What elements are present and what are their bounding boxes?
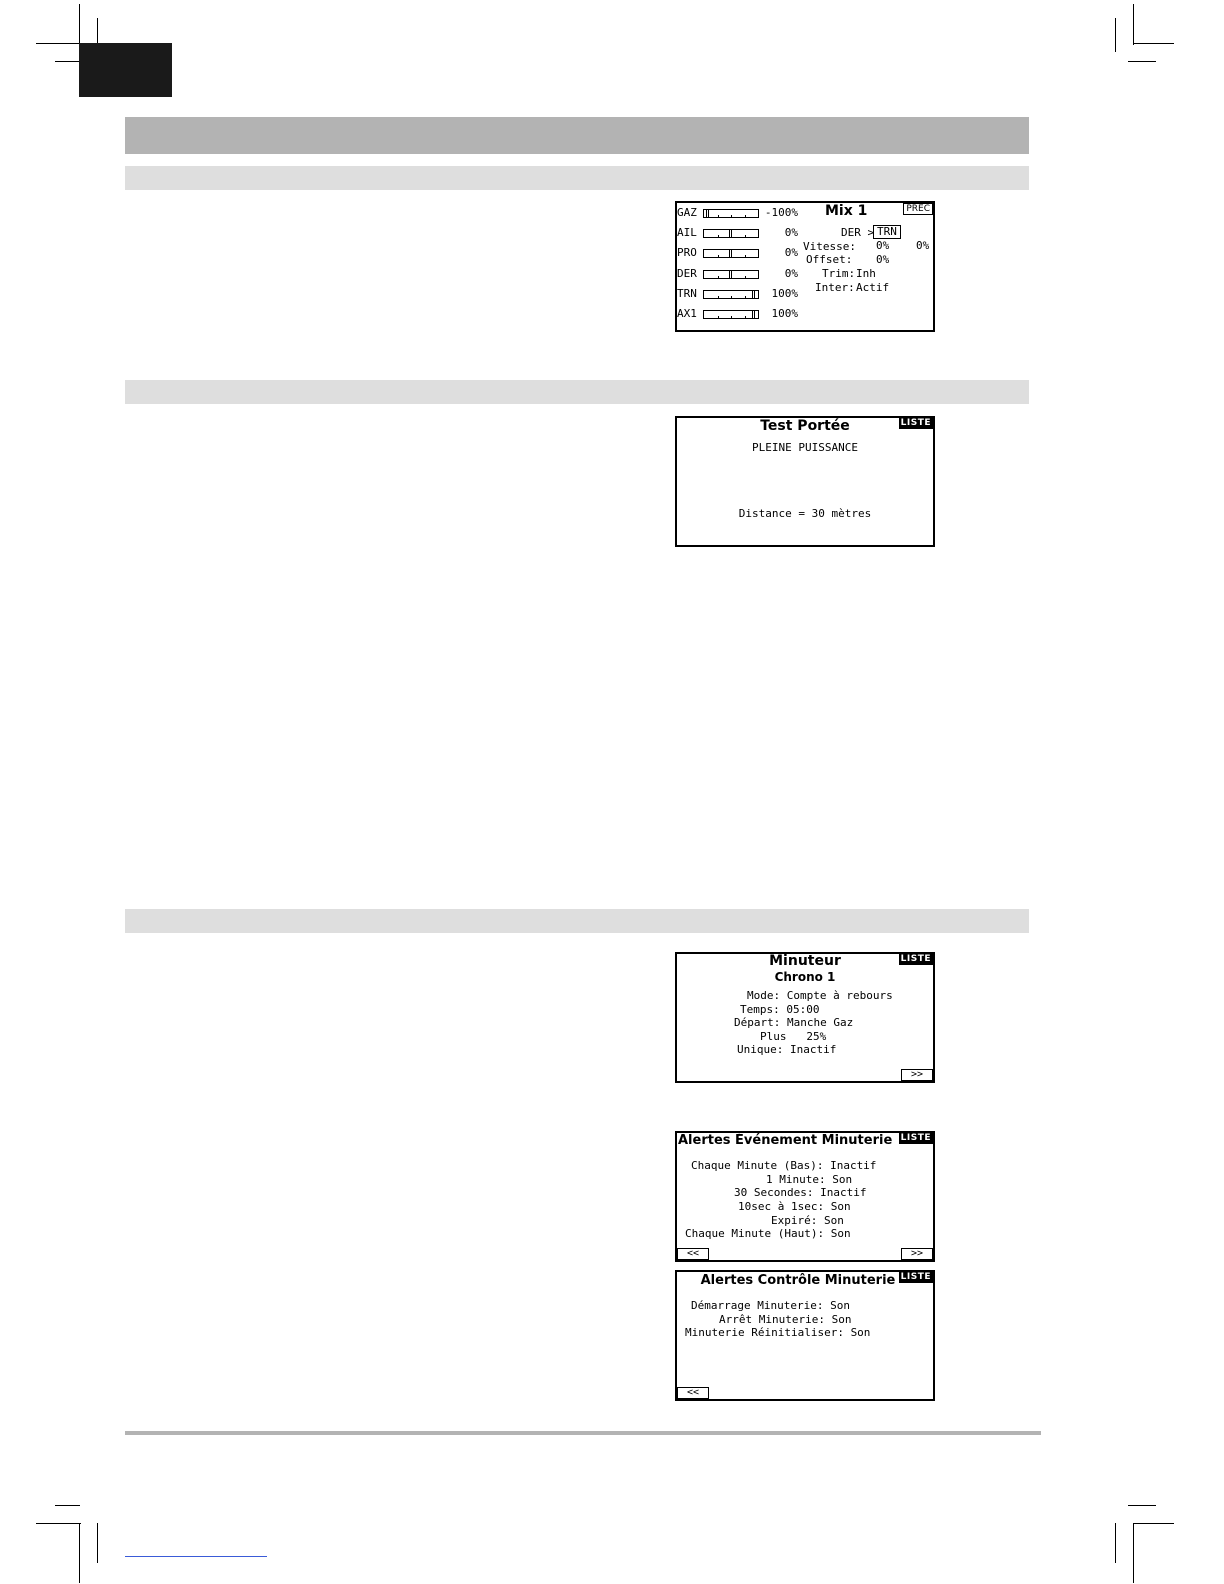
crop-mark: [36, 1523, 81, 1524]
channel-slider-knob: [752, 290, 755, 299]
channel-slider: [703, 290, 759, 299]
list-badge[interactable]: LISTE: [900, 1272, 931, 1282]
channel-slider-knob: [752, 310, 755, 319]
footer-link-underline: [125, 1556, 267, 1557]
control-alert-setting[interactable]: Démarrage Minuterie: Son: [691, 1299, 850, 1312]
page-title-bar: [125, 117, 1029, 154]
event-alert-setting[interactable]: Expiré: Son: [771, 1214, 844, 1227]
control-alert-setting[interactable]: Arrêt Minuterie: Son: [719, 1313, 852, 1326]
channel-slider-knob: [729, 270, 732, 279]
event-alert-setting[interactable]: 30 Secondes: Inactif: [734, 1186, 867, 1199]
channel-name: GAZ: [677, 206, 697, 219]
list-badge[interactable]: LISTE: [900, 418, 931, 428]
timer-title: Minuteur: [769, 953, 841, 969]
crop-mark: [1115, 1523, 1116, 1563]
crop-mark: [1115, 18, 1116, 52]
timer-control-alerts-screen: [675, 1270, 935, 1401]
next-button[interactable]: >>: [901, 1069, 933, 1081]
event-alert-setting[interactable]: Chaque Minute (Haut): Son: [685, 1227, 851, 1240]
event-alert-setting[interactable]: 1 Minute: Son: [766, 1173, 853, 1186]
speed-value[interactable]: 0%: [876, 239, 890, 252]
channel-slider: [703, 310, 759, 319]
timer-event-alerts-screen: [675, 1131, 935, 1262]
prec-badge: PREC: [903, 203, 933, 215]
speed-label: Vitesse:: [803, 240, 856, 253]
channel-name: TRN: [677, 287, 697, 300]
range-test-distance: Distance = 30 mètres: [738, 507, 872, 520]
crop-mark: [55, 1505, 80, 1506]
crop-mark: [55, 61, 80, 62]
next-button[interactable]: >>: [901, 1248, 933, 1260]
crop-mark: [1133, 1523, 1134, 1583]
channel-slider: [703, 249, 759, 258]
range-test-mode: PLEINE PUISSANCE: [752, 441, 858, 454]
section-header-bar: [125, 380, 1029, 404]
prev-button[interactable]: <<: [677, 1387, 709, 1399]
footer-rule: [125, 1431, 1041, 1435]
mix-source: DER >: [841, 226, 875, 239]
switch-value[interactable]: Actif: [856, 281, 890, 294]
channel-slider: [703, 209, 759, 218]
section-header-bar: [125, 166, 1029, 190]
channel-slider: [703, 229, 759, 238]
channel-value: 100%: [771, 287, 798, 300]
crop-mark: [1133, 4, 1134, 45]
channel-name: PRO: [677, 246, 697, 259]
channel-name: AX1: [677, 307, 697, 320]
mix-target[interactable]: TRN: [873, 225, 901, 239]
channel-slider-knob: [729, 249, 732, 258]
speed-value-2[interactable]: 0%: [916, 239, 930, 252]
list-badge[interactable]: LISTE: [900, 1133, 931, 1143]
crop-mark: [1128, 1505, 1156, 1506]
range-test-title: Test Portée: [760, 418, 850, 434]
range-test-screen: [675, 416, 935, 547]
offset-value[interactable]: 0%: [876, 253, 890, 266]
crop-mark: [79, 4, 80, 45]
channel-slider: [703, 270, 759, 279]
crop-mark: [1128, 61, 1156, 62]
mix-screen: [675, 201, 935, 332]
channel-name: AIL: [677, 226, 697, 239]
trim-label: Trim:: [822, 267, 856, 280]
channel-value: -100%: [764, 206, 798, 219]
channel-value: 0%: [784, 226, 798, 239]
timer-screen: [675, 952, 935, 1083]
chapter-tab: [79, 43, 172, 97]
section-header-bar: [125, 909, 1029, 933]
crop-mark: [97, 1523, 98, 1563]
channel-name: DER: [677, 267, 697, 280]
mix-title: Mix 1: [825, 203, 868, 219]
control-alerts-title: Alertes Contrôle Minuterie: [700, 1273, 896, 1288]
timer-setting[interactable]: Mode: Compte à rebours: [747, 989, 893, 1002]
channel-slider-knob: [706, 209, 709, 218]
crop-mark: [1133, 43, 1174, 44]
crop-mark: [36, 43, 81, 44]
timer-setting[interactable]: Unique: Inactif: [737, 1043, 837, 1056]
channel-value: 0%: [784, 267, 798, 280]
list-badge[interactable]: LISTE: [900, 954, 931, 964]
crop-mark: [1133, 1523, 1174, 1524]
control-alert-setting[interactable]: Minuterie Réinitialiser: Son: [685, 1326, 871, 1339]
event-alerts-title: Alertes Événement Minuterie: [678, 1133, 893, 1148]
crop-mark: [79, 1523, 80, 1583]
prev-button[interactable]: <<: [677, 1248, 709, 1260]
timer-setting[interactable]: Temps: 05:00: [740, 1003, 820, 1016]
channel-value: 0%: [784, 246, 798, 259]
event-alert-setting[interactable]: Chaque Minute (Bas): Inactif: [691, 1159, 877, 1172]
offset-label: Offset:: [806, 253, 853, 266]
channel-value: 100%: [771, 307, 798, 320]
trim-value[interactable]: Inh: [856, 267, 876, 280]
switch-label: Inter:: [815, 281, 855, 294]
timer-subtitle: Chrono 1: [774, 970, 836, 984]
event-alert-setting[interactable]: 10sec à 1sec: Son: [738, 1200, 851, 1213]
timer-setting[interactable]: Plus 25%: [760, 1030, 827, 1043]
timer-setting[interactable]: Départ: Manche Gaz: [734, 1016, 854, 1029]
channel-slider-knob: [729, 229, 732, 238]
